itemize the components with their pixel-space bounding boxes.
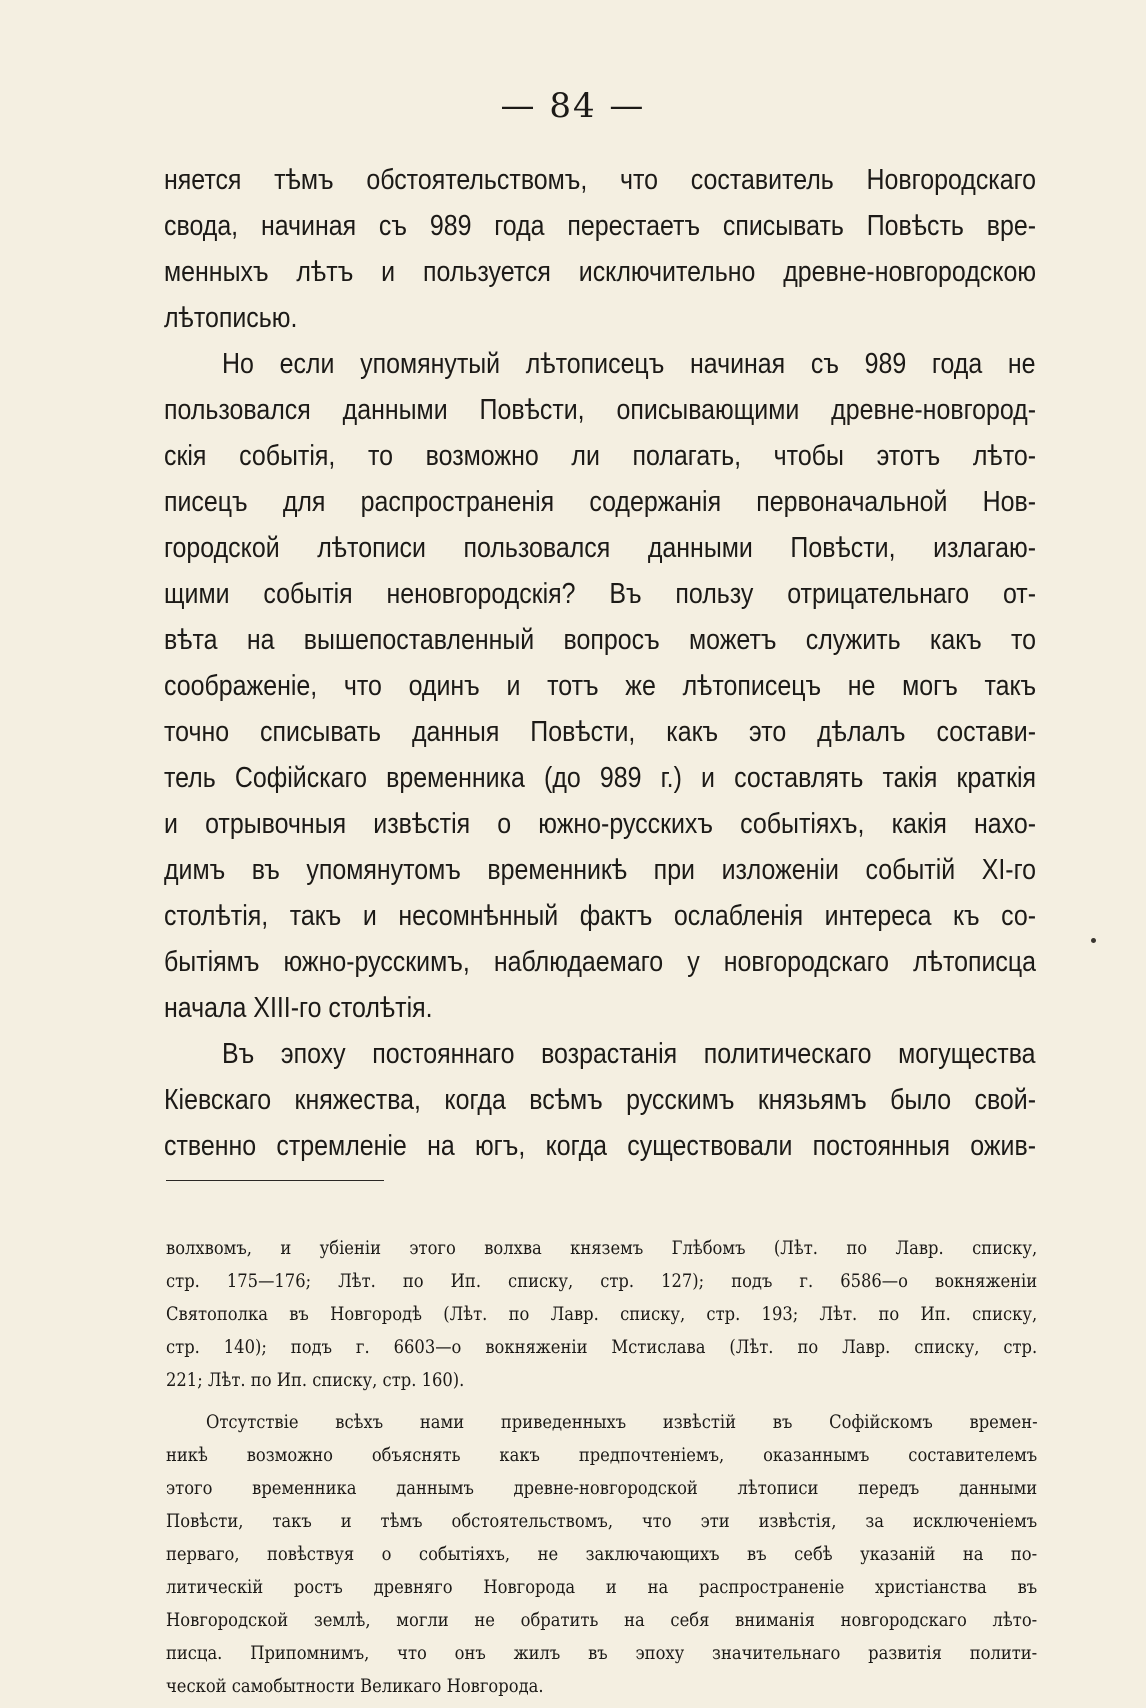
footnote-line: никѣ возможно объяснять какъ предпочтеніемъ, оказаннымъ составителемъ (166, 1444, 1038, 1466)
text-line: лѣтописью. (164, 302, 298, 334)
footnote-line: Новгородской землѣ, могли не обратить на себя вниманія новгородскаго лѣто- (166, 1609, 1038, 1631)
text-line: начала XIII-го столѣтія. (164, 992, 433, 1024)
footnote-line: ческой самобытности Великаго Новгорода. (166, 1675, 544, 1697)
footnote-line: перваго, повѣствуя о событіяхъ, не заключающихъ въ себѣ указаній на по- (166, 1543, 1038, 1565)
text-line: скія событія, то возможно ли полагать, чтобы этотъ лѣто- (164, 440, 1037, 472)
ink-speck (1091, 938, 1096, 943)
text-line: точно списывать данныя Повѣсти, какъ это дѣлалъ состави- (164, 716, 1037, 748)
text-line: Кіевскаго княжества, когда всѣмъ русскимъ князьямъ было свой- (164, 1084, 1037, 1116)
footnote-divider (166, 1180, 384, 1181)
text-line: и отрывочныя извѣстія о южно-русскихъ событіяхъ, какія нахо- (164, 808, 1037, 840)
text-line: городской лѣтописи пользовался данными Повѣсти, излагаю- (164, 532, 1037, 564)
footnote-line: этого временника даннымъ древне-новгородской лѣтописи передъ данными (166, 1477, 1038, 1499)
footnote-line: литическій ростъ древняго Новгорода и на распространеніе христіанства въ (166, 1576, 1038, 1598)
text-line: бытіямъ южно-русскимъ, наблюдаемаго у новгородскаго лѣтописца (164, 946, 1037, 978)
text-line: Но если упомянутый лѣтописецъ начиная съ 989 года не (222, 348, 1036, 380)
text-line: димъ въ упомянутомъ временникѣ при изложеніи событій XI-го (164, 854, 1037, 886)
footnote-line: волхвомъ, и убіеніи этого волхва княземъ Глѣбомъ (Лѣт. по Лавр. списку, (166, 1237, 1038, 1259)
footnote-line: Отсутствіе всѣхъ нами приведенныхъ извѣстій въ Софійскомъ времен- (206, 1411, 1038, 1433)
text-line: Въ эпоху постояннаго возрастанія политическаго могущества (222, 1038, 1036, 1070)
footnote-line: Повѣсти, такъ и тѣмъ обстоятельствомъ, что эти извѣстія, за исключеніемъ (166, 1510, 1038, 1532)
page-number: — 84 — (500, 86, 646, 126)
text-line: вѣта на вышепоставленный вопросъ можетъ служить какъ то (164, 624, 1037, 656)
footnote-line: писца. Припомнимъ, что онъ жилъ въ эпоху значительнаго развитія полити- (166, 1642, 1038, 1664)
text-line: столѣтія, такъ и несомнѣнный фактъ ослабленія интереса къ со- (164, 900, 1037, 932)
text-line: соображеніе, что одинъ и тотъ же лѣтописецъ не могъ такъ (164, 670, 1037, 702)
footnote-line: стр. 140); подъ г. 6603—о вокняженіи Мстислава (Лѣт. по Лавр. списку, стр. (166, 1336, 1038, 1358)
footnote-line: 221; Лѣт. по Ип. списку, стр. 160). (166, 1369, 465, 1391)
text-line: писецъ для распространенія содержанія первоначальной Нов- (164, 486, 1037, 518)
footnote-line: стр. 175—176; Лѣт. по Ип. списку, стр. 127); подъ г. 6586—о вокняженіи (166, 1270, 1038, 1292)
footnote-line: Святополка въ Новгородѣ (Лѣт. по Лавр. списку, стр. 193; Лѣт. по Ип. списку, (166, 1303, 1038, 1325)
text-line: пользовался данными Повѣсти, описывающими древне-новгород- (164, 394, 1037, 426)
text-line: свода, начиная съ 989 года перестаетъ списывать Повѣсть вре- (164, 210, 1037, 242)
text-line: тель Софійскаго временника (до 989 г.) и составлять такія краткія (164, 762, 1037, 794)
text-line: щими событія неновгородскія? Въ пользу отрицательнаго от- (164, 578, 1037, 610)
text-line: менныхъ лѣтъ и пользуется исключительно древне-новгородскою (164, 256, 1037, 288)
text-line: няется тѣмъ обстоятельствомъ, что составитель Новгородскаго (164, 164, 1037, 196)
text-line: ственно стремленіе на югъ, когда существовали постоянныя ожив- (164, 1130, 1037, 1162)
